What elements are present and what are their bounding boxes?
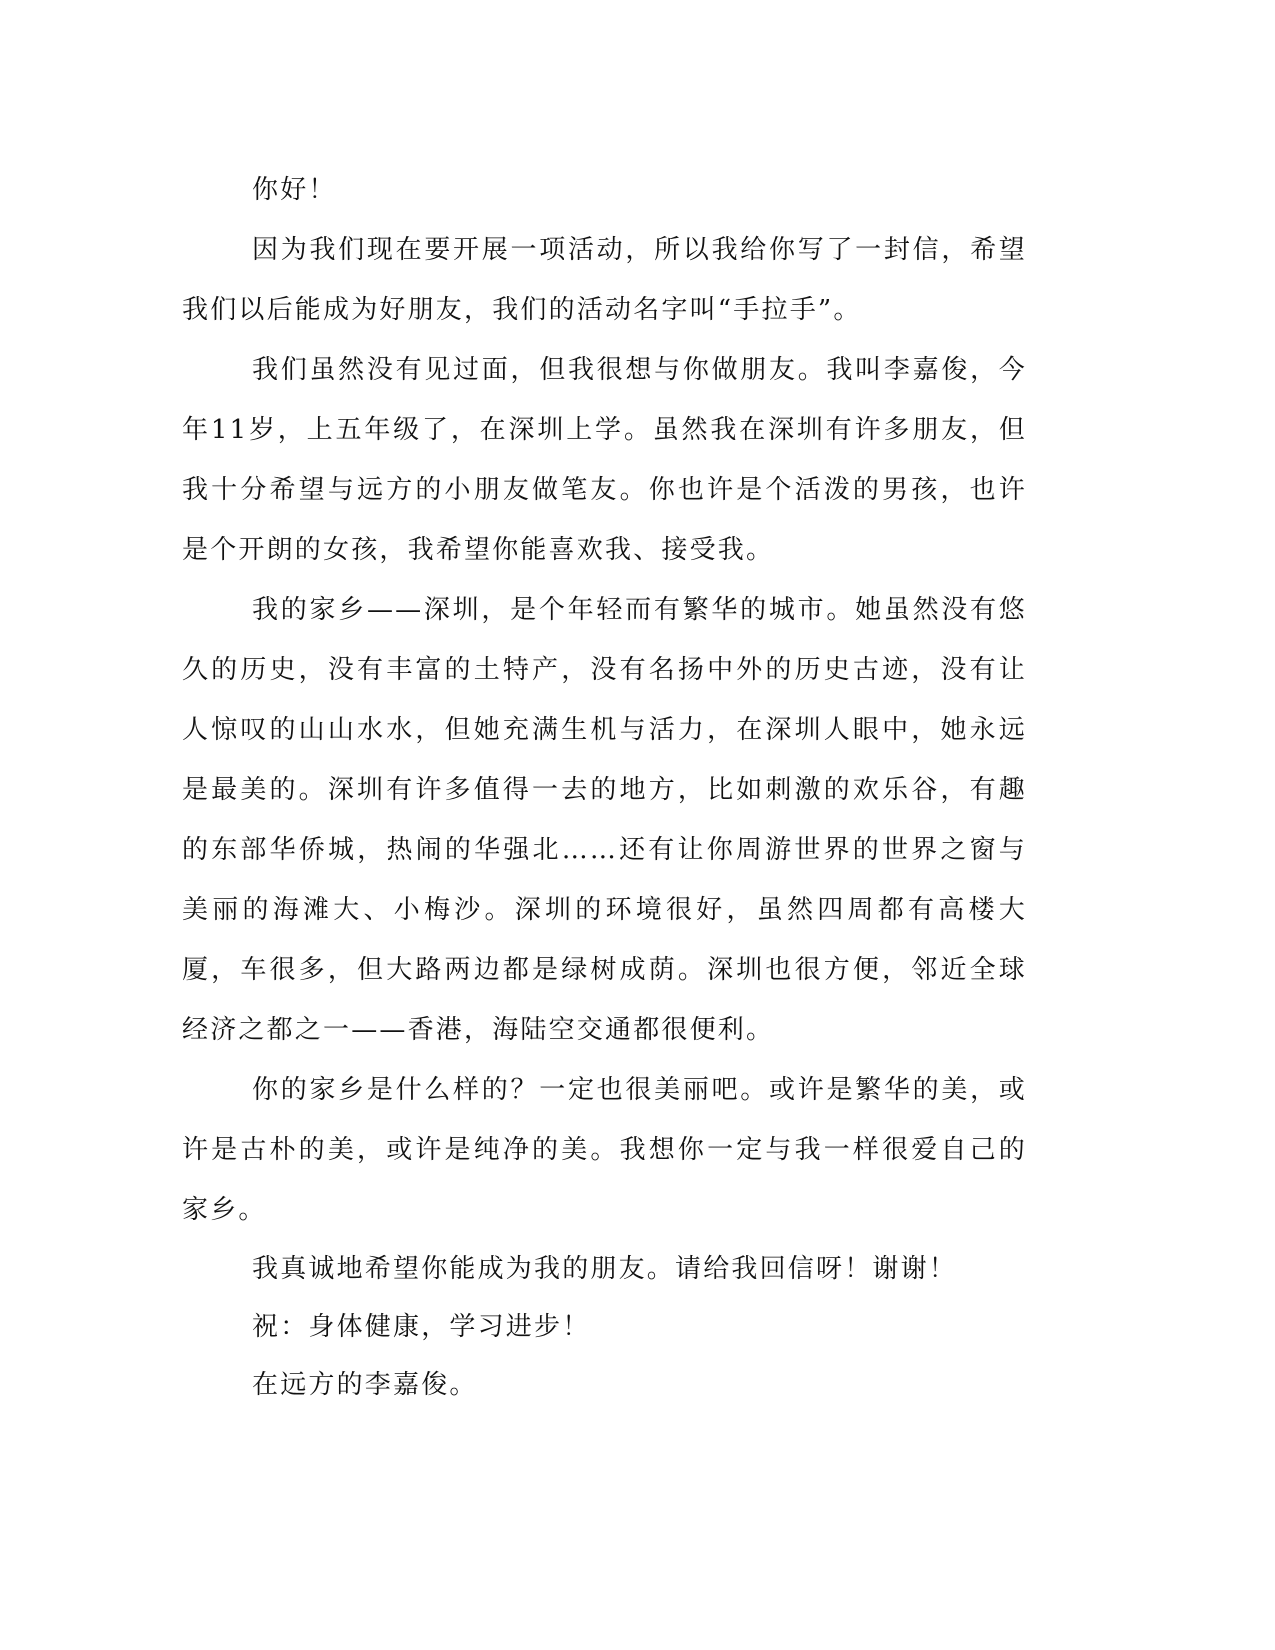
letter-body bbox=[182, 160, 1027, 1414]
closing-wish: 我真诚地希望你能成为我的朋友。请给我回信呀！谢谢！ bbox=[252, 1254, 958, 1284]
letter-greeting: 你好！ bbox=[252, 175, 337, 205]
paragraph-hometown: 我的家乡——深圳，是个年轻而有繁华的城市。她虽然没有悠久的历史，没有丰富的土特产，没有名扬中外的历史古迹，没有让人惊叹的山山水水，但她充满生机与活力，在深圳人眼中，她永远是最美的。深圳有许多值得一去的地方，比如刺激的欢乐谷，有趣的东部华侨城，热闹的华强北……还有让你周游世界的世界之窗与美丽的海滩大、小梅沙。深圳的环境很好，虽然四周都有高楼大厦，车很多，但大路两边都是绿树成荫。深圳也很方便，邻近全球经济之都之一——香港，海陆空交通都很便利。 bbox=[182, 595, 1027, 1045]
paragraph-question: 你的家乡是什么样的？一定也很美丽吧。或许是繁华的美，或许是古朴的美，或许是纯净的美。我想你一定与我一样很爱自己的家乡。 bbox=[182, 1075, 1027, 1225]
paragraph-activity: 因为我们现在要开展一项活动，所以我给你写了一封信，希望我们以后能成为好朋友，我们的活动名字叫“手拉手”。 bbox=[182, 235, 1027, 325]
paragraph-self-introduction: 我们虽然没有见过面，但我很想与你做朋友。我叫李嘉俊，今年11岁，上五年级了，在深圳上学。虽然我在深圳有许多朋友，但我十分希望与远方的小朋友做笔友。你也许是个活泼的男孩，也许是个开朗的女孩，我希望你能喜欢我、接受我。 bbox=[182, 355, 1027, 565]
signature: 在远方的李嘉俊。 bbox=[252, 1370, 478, 1400]
blessing-line: 祝：身体健康，学习进步！ bbox=[252, 1312, 591, 1342]
